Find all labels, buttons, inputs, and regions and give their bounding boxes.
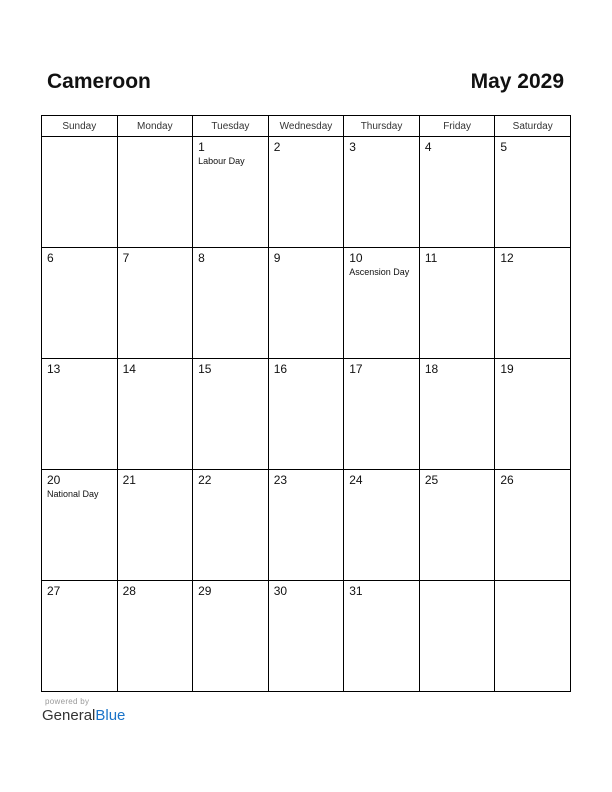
day-number: 1 (198, 140, 205, 154)
day-cell (117, 137, 193, 248)
day-number: 14 (122, 362, 136, 376)
day-cell (193, 248, 269, 359)
day-cell (344, 137, 420, 248)
day-number: 31 (349, 584, 363, 598)
day-cell (42, 359, 118, 470)
weekday-sunday: Sunday (42, 116, 118, 137)
day-number: 11 (424, 251, 438, 265)
day-number: 30 (273, 584, 288, 598)
day-cell (344, 470, 420, 581)
powered-by-label: powered by (45, 697, 90, 706)
day-number: 22 (198, 473, 212, 487)
day-cell (344, 581, 420, 692)
day-number: 6 (47, 251, 54, 265)
day-number: 15 (198, 362, 212, 376)
holiday-label: Labour Day (198, 156, 245, 166)
logo-general-text: General (42, 707, 96, 724)
day-number: 10 (349, 251, 363, 265)
day-number: 19 (500, 362, 514, 376)
day-cell (419, 137, 495, 248)
week-row (42, 359, 571, 470)
day-cell (344, 248, 420, 359)
day-cell (419, 359, 495, 470)
day-cell (117, 248, 193, 359)
day-cell (193, 359, 269, 470)
day-number: 29 (198, 584, 212, 598)
brand-footer (42, 697, 125, 724)
day-number: 23 (273, 473, 288, 487)
day-number: 20 (47, 473, 61, 487)
day-number: 8 (198, 251, 205, 265)
weekday-thursday: Thursday (344, 116, 420, 137)
day-number: 9 (273, 251, 281, 265)
day-cell (42, 248, 118, 359)
day-cell (419, 470, 495, 581)
country-title: Cameroon (47, 70, 151, 93)
day-number: 16 (273, 362, 288, 376)
day-cell (193, 470, 269, 581)
day-number: 28 (122, 584, 136, 598)
day-number: 5 (500, 140, 508, 154)
week-row (42, 248, 571, 359)
day-number: 26 (500, 473, 514, 487)
day-number: 3 (349, 140, 356, 154)
week-row (42, 137, 571, 248)
day-cell (193, 137, 269, 248)
day-cell (495, 359, 571, 470)
day-number: 24 (349, 473, 363, 487)
day-number: 12 (500, 251, 514, 265)
holiday-label: Ascension Day (349, 267, 410, 277)
generalblue-logo (42, 707, 125, 724)
day-number: 25 (424, 473, 439, 487)
day-cell (117, 359, 193, 470)
weekday-wednesday: Wednesday (268, 116, 344, 137)
day-number: 7 (122, 251, 130, 265)
day-cell (268, 359, 344, 470)
calendar-body (42, 137, 571, 692)
day-cell (419, 248, 495, 359)
day-number: 27 (47, 584, 61, 598)
weekday-tuesday: Tuesday (193, 116, 269, 137)
day-cell (268, 581, 344, 692)
day-number: 21 (122, 473, 136, 487)
weekday-header-row (42, 116, 571, 137)
day-cell (268, 470, 344, 581)
day-cell (117, 581, 193, 692)
weekday-monday: Monday (117, 116, 193, 137)
month-title: May 2029 (470, 70, 564, 93)
holiday-label: National Day (47, 489, 99, 499)
day-cell (42, 137, 118, 248)
day-cell (268, 137, 344, 248)
day-cell (344, 359, 420, 470)
day-cell (117, 470, 193, 581)
day-cell (495, 137, 571, 248)
day-cell (268, 248, 344, 359)
day-number: 2 (273, 140, 281, 154)
weekday-saturday: Saturday (495, 116, 571, 137)
day-cell (419, 581, 495, 692)
day-cell (42, 581, 118, 692)
day-cell (42, 470, 118, 581)
day-number: 17 (349, 362, 363, 376)
logo-blue-text: Blue (95, 707, 126, 724)
day-number: 13 (47, 362, 61, 376)
weekday-friday: Friday (419, 116, 495, 137)
day-cell (495, 470, 571, 581)
day-number: 4 (424, 140, 432, 154)
day-cell (193, 581, 269, 692)
day-cell (495, 248, 571, 359)
week-row (42, 470, 571, 581)
day-cell (495, 581, 571, 692)
week-row (42, 581, 571, 692)
calendar-grid (41, 115, 571, 692)
day-number: 18 (424, 362, 439, 376)
